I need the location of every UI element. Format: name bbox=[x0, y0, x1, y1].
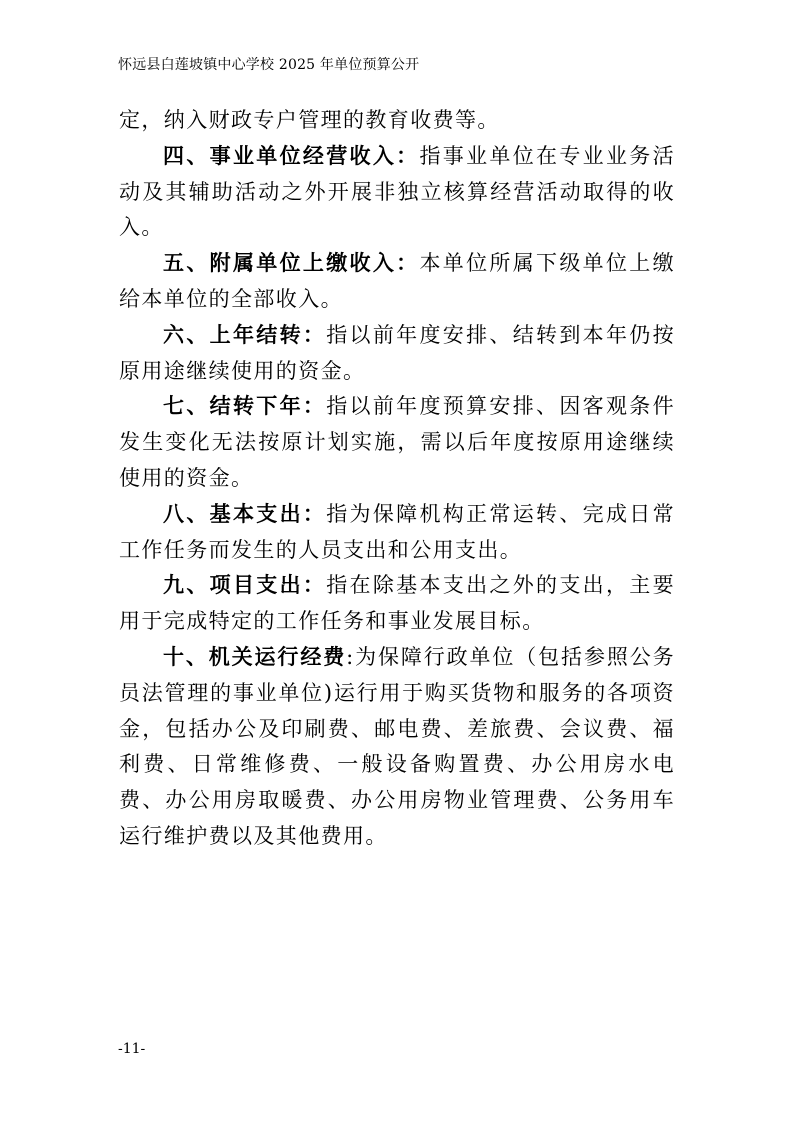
definition-text: 本单位所属下级单位上缴给本单位的全部收入。 bbox=[119, 251, 675, 311]
definition-text: 指在除基本支出之外的支出，主要用于完成特定的工作任务和事业发展目标。 bbox=[119, 573, 675, 634]
definition-operating-funds bbox=[119, 640, 675, 855]
definition-basic-expenditure bbox=[119, 497, 675, 569]
definition-term: 七、结转下年： bbox=[163, 394, 327, 419]
definition-text: 指事业单位在专业业务活动及其辅助活动之外开展非独立核算经营活动取得的收入。 bbox=[119, 143, 675, 240]
definition-term: 九、项目支出： bbox=[163, 573, 327, 598]
definition-project-expenditure bbox=[119, 568, 675, 640]
definition-text: 指为保障机构正常运转、完成日常工作任务而发生的人员支出和公用支出。 bbox=[119, 501, 675, 562]
definition-text: 指以前年度预算安排、因客观条件发生变化无法按原计划实施，需以后年度按原用途继续使用的资金。 bbox=[119, 394, 675, 490]
definition-term: 五、附属单位上缴收入： bbox=[163, 251, 420, 276]
definition-term: 十、机关运行经费 bbox=[163, 644, 347, 669]
continuation-paragraph: 定，纳入财政专户管理的教育收费等。 bbox=[119, 108, 500, 132]
definition-term: 六、上年结转： bbox=[163, 322, 327, 347]
definition-subordinate-income bbox=[119, 246, 675, 318]
page-number: -11- bbox=[118, 1041, 146, 1057]
definition-text: :为保障行政单位（包括参照公务员法管理的事业单位)运行用于购买货物和服务的各项资金，包括办公及印刷费、邮电费、差旅费、会议费、福利费、日常维修费、一般设备购置费、办公用房水电费、办公用房取暖费、办公用房物业管理费、公务用车运行维护费以及其他费用。 bbox=[119, 644, 676, 848]
definition-business-income bbox=[119, 139, 675, 246]
definition-carryover-next-year bbox=[119, 389, 675, 496]
definition-text: 指以前年度安排、结转到本年仍按原用途继续使用的资金。 bbox=[119, 322, 675, 383]
definition-term: 四、事业单位经营收入： bbox=[163, 143, 420, 168]
definition-prior-year-carryover bbox=[119, 318, 675, 390]
page-header: 怀远县白莲坡镇中心学校 2025 年单位预算公开 bbox=[118, 57, 420, 73]
document-body bbox=[119, 103, 675, 855]
definition-term: 八、基本支出： bbox=[163, 501, 327, 526]
